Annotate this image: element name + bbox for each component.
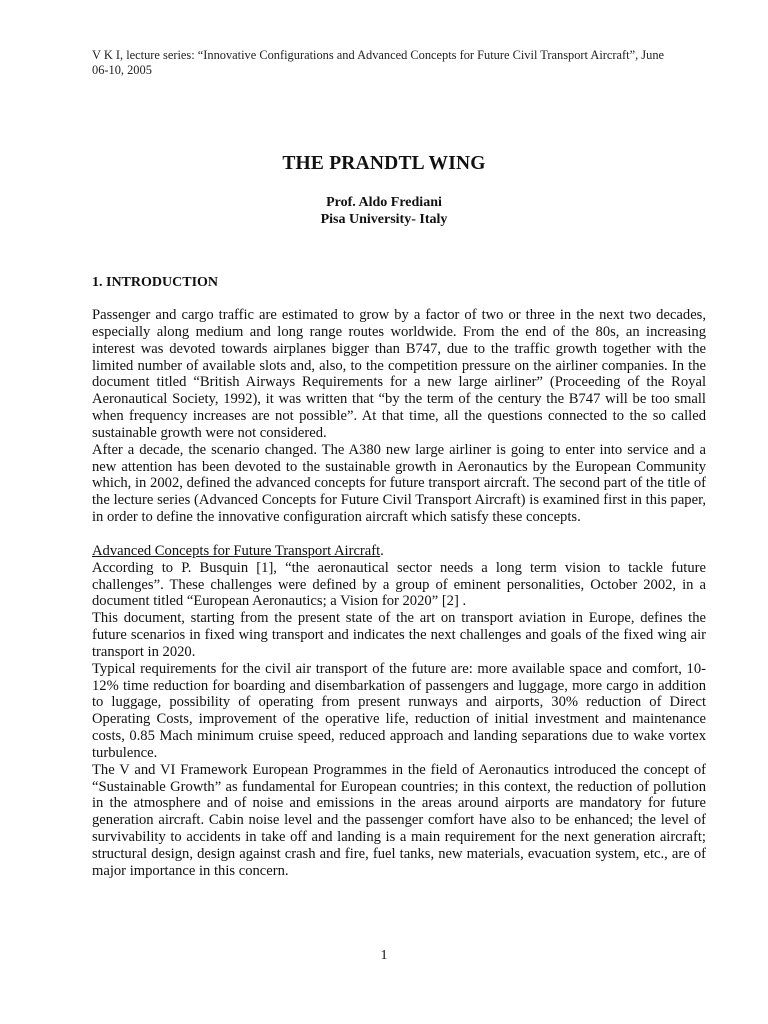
running-header: V K I, lecture series: “Innovative Configurations and Advanced Concepts for Future Civil Transport Aircraft”, June 06-10, 2005 — [92, 48, 665, 77]
subheading-advanced-concepts — [92, 543, 706, 560]
paragraph: Typical requirements for the civil air transport of the future are: more available space and comfort, 10-12% time reduction for boarding and disembarkation of passengers and luggage, more cargo in addition to luggage, possibility of operating from present runways and airports, 30% reduction of Direct Operating Costs, improvement of the operative life, reduction of initial investment and maintenance costs, 0.85 Mach minimum cruise speed, reduced approach and landing separations due to wake vortex turbulence. — [92, 660, 706, 761]
author-name: Prof. Aldo Frediani — [326, 195, 442, 210]
section-heading-introduction: 1. INTRODUCTION — [92, 275, 219, 290]
subheading-text: Advanced Concepts for Future Transport Aircraft — [92, 542, 381, 559]
page-number: 1 — [380, 948, 388, 963]
paragraph: Passenger and cargo traffic are estimated to grow by a factor of two or three in the next two decades, especially along medium and long range routes worldwide. From the end of the 80s, an increasing interest was devoted towards airplanes bigger than B747, due to the traffic growth together with the limited number of available slots and, also, to the competition pressure on the airliner companies. In the document titled “British Airways Requirements for a new large airliner” (Proceeding of the Royal Aeronautical Society, 1992), it was written that “by the term of the century the B747 will be too small when frequency increases are not possible”. At that time, all the questions connected to the so called sustainable growth were not considered. — [92, 307, 706, 441]
paragraph: After a decade, the scenario changed. The A380 new large airliner is going to enter into service and a new attention has been devoted to the sustainable growth in Aeronautics by the European Community which, in 2002, defined the advanced concepts for future transport aircraft. The second part of the title of the lecture series (Advanced Concepts for Future Civil Transport Aircraft) is examined first in this paper, in order to define the innovative configuration aircraft which satisfy these concepts. — [92, 441, 706, 526]
paper-title: THE PRANDTL WING — [282, 153, 486, 174]
paragraph: This document, starting from the present state of the art on transport aviation in Europe, defines the future scenarios in fixed wing transport and indicates the next challenges and goals of the fixed wing air transport in 2020. — [92, 610, 706, 660]
paragraph-gap — [92, 526, 706, 543]
subheading-period: . — [380, 542, 384, 559]
author-affiliation: Pisa University- Italy — [320, 212, 448, 227]
paragraph: According to P. Busquin [1], “the aeronautical sector needs a long term vision to tackle future challenges”. These challenges were defined by a group of eminent personalities, October 2002, in a document titled “European Aeronautics; a Vision for 2020” [2] . — [92, 559, 706, 610]
paragraph: The V and VI Framework European Programmes in the field of Aeronautics introduced the concept of “Sustainable Growth” as fundamental for European countries; in this context, the reduction of pollution in the atmosphere and of noise and emissions in the areas around airports are mandatory for future generation aircraft. Cabin noise level and the passenger comfort have also to be enhanced; the level of survivability to accidents in take off and landing is a main requirement for the next generation aircraft; structural design, design against crash and fire, fuel tanks, new materials, evacuation system, etc., are of major importance in this concern. — [92, 761, 706, 879]
body-text — [92, 307, 706, 880]
